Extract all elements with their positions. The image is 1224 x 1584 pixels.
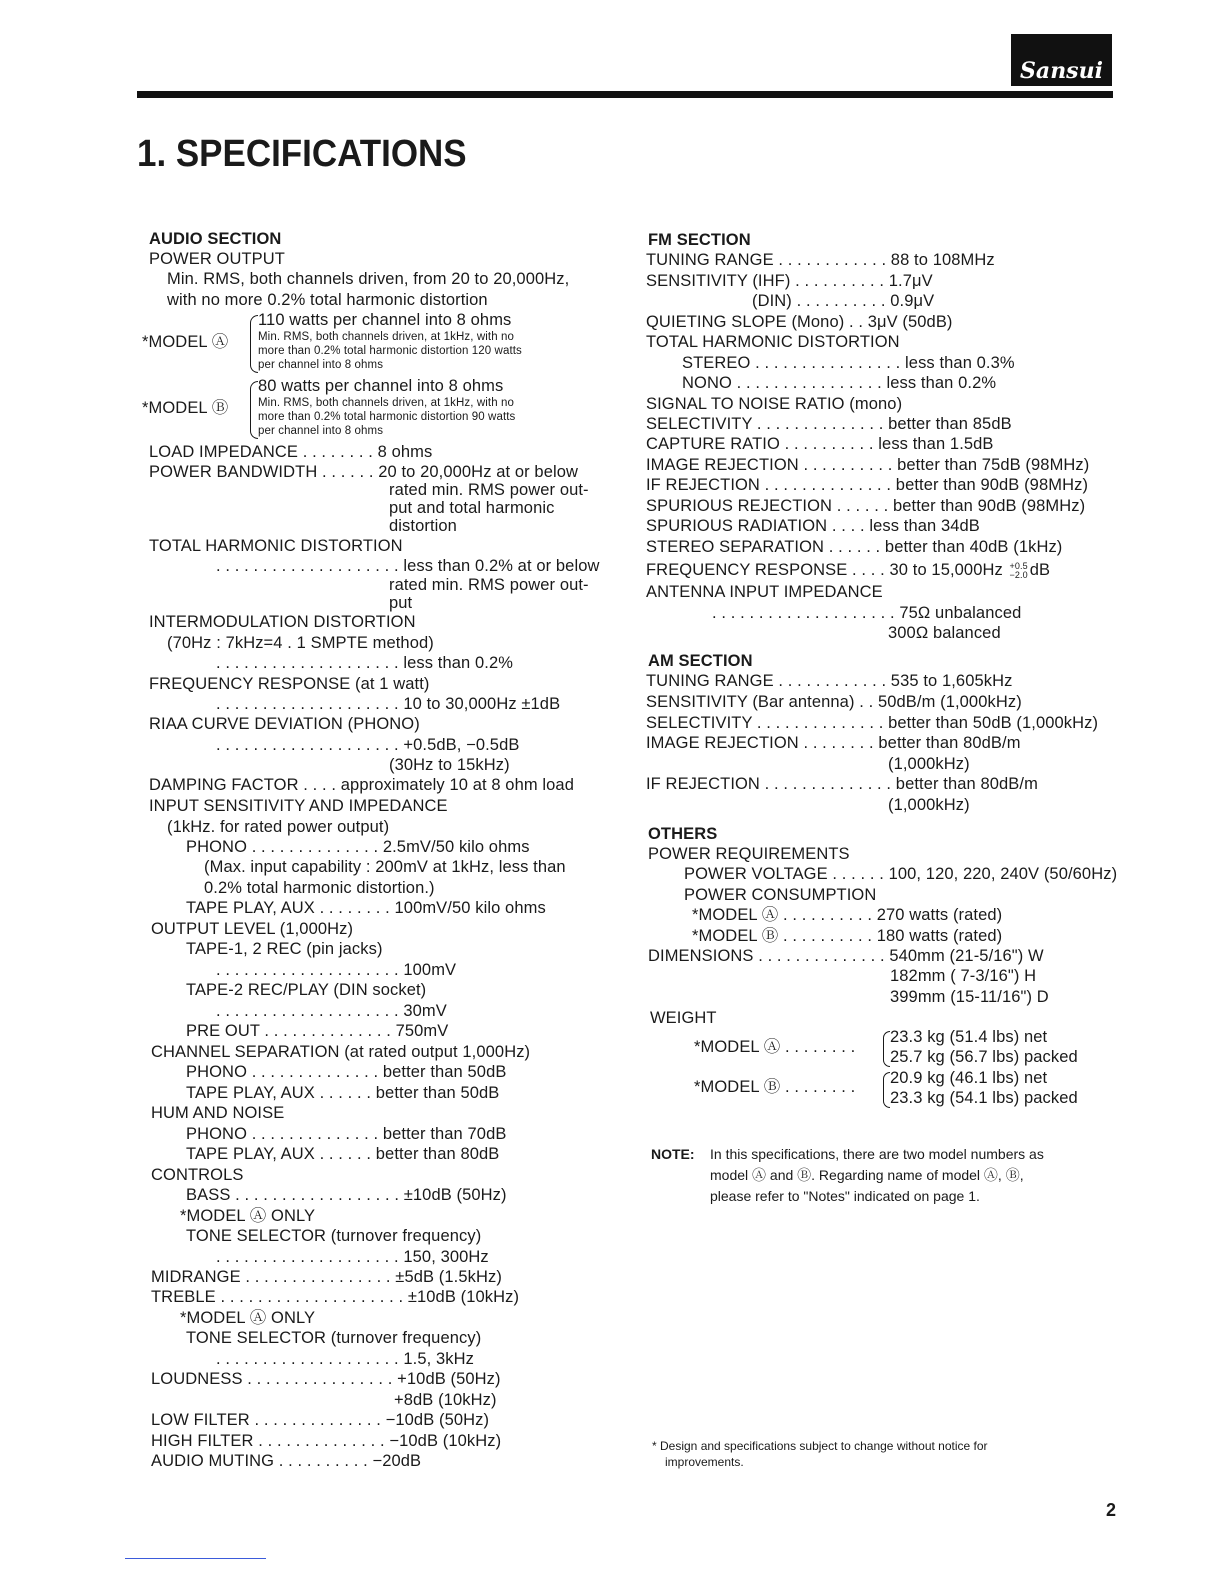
spec-label: HUM AND NOISE xyxy=(151,1104,285,1122)
spec-label: CHANNEL SEPARATION (at rated output 1,000Hz) xyxy=(151,1043,531,1061)
spec-label: TOTAL HARMONIC DISTORTION xyxy=(149,537,403,555)
spec-row: (DIN) . . . . . . . . . . 0.9μV xyxy=(752,292,935,310)
note-line: please refer to "Notes" indicated on page 1. xyxy=(710,1188,980,1204)
spec-desc: (70Hz : 7kHz=4 . 1 SMPTE method) xyxy=(167,634,434,652)
spec-row: LOW FILTER . . . . . . . . . . . . . . −10dB (50Hz) xyxy=(151,1411,490,1429)
spec-value: . . . . . . . . . . . . . . . . . . . . 10 to 30,000Hz ±1dB xyxy=(216,695,561,713)
spec-row: TUNING RANGE . . . . . . . . . . . . 88 to 108MHz xyxy=(646,251,995,269)
spec-desc: *MODEL Ⓐ ONLY xyxy=(180,1207,316,1225)
spec-row: NONO . . . . . . . . . . . . . . . . less than 0.2% xyxy=(682,374,997,392)
model-b-label: *MODEL Ⓑ xyxy=(142,399,229,417)
spec-row: PHONO . . . . . . . . . . . . . . better than 50dB xyxy=(186,1063,507,1081)
spec-note: more than 0.2% total harmonic distortion 120 watts xyxy=(258,345,522,357)
spec-desc: (1kHz. for rated power output) xyxy=(167,818,390,836)
spec-value: 25.7 kg (56.7 lbs) packed xyxy=(890,1048,1078,1066)
spec-row: SELECTIVITY . . . . . . . . . . . . . . better than 85dB xyxy=(646,415,1012,433)
spec-desc: TONE SELECTOR (turnover frequency) xyxy=(186,1227,482,1245)
brace xyxy=(883,1031,890,1067)
spec-label: POWER CONSUMPTION xyxy=(684,886,877,904)
spec-row: AUDIO MUTING . . . . . . . . . . −20dB xyxy=(151,1452,422,1470)
spec-label: OUTPUT LEVEL (1,000Hz) xyxy=(151,920,354,938)
brace xyxy=(883,1072,890,1108)
spec-value: rated min. RMS power out- xyxy=(389,576,589,594)
spec-value: distortion xyxy=(389,517,457,535)
spec-note: per channel into 8 ohms xyxy=(258,425,384,437)
spec-label: WEIGHT xyxy=(650,1009,717,1027)
spec-text: FREQUENCY RESPONSE . . . . 30 to 15,000Hz xyxy=(646,561,1003,579)
spec-row: POWER VOLTAGE . . . . . . 100, 120, 220, 240V (50/60Hz) xyxy=(684,865,1118,883)
note-line: In this specifications, there are two model numbers as xyxy=(710,1146,1044,1162)
spec-value: . . . . . . . . . . . . . . . . . . . . +0.5dB, −0.5dB xyxy=(216,736,520,754)
spec-note: Min. RMS, both channels driven, at 1kHz, with no xyxy=(258,397,514,409)
page-number: 2 xyxy=(1106,1500,1117,1520)
spec-value: +8dB (10kHz) xyxy=(394,1391,497,1409)
spec-value: . . . . . . . . . . . . . . . . . . . . less than 0.2% at or below xyxy=(216,557,600,575)
tolerance-minus: −2.0 xyxy=(1009,569,1028,580)
brand-text: Sansui xyxy=(1020,58,1103,84)
spec-value: put xyxy=(389,594,413,612)
spec-row: STEREO . . . . . . . . . . . . . . . . less than 0.3% xyxy=(682,354,1015,372)
spec-row: PHONO . . . . . . . . . . . . . . better than 70dB xyxy=(186,1125,507,1143)
spec-row xyxy=(646,560,1050,580)
spec-note: per channel into 8 ohms xyxy=(258,359,384,371)
page-title: 1. SPECIFICATIONS xyxy=(137,133,467,175)
spec-value: . . . . . . . . . . . . . . . . . . . . 30mV xyxy=(216,1002,447,1020)
spec-note: more than 0.2% total harmonic distortion 90 watts xyxy=(258,411,516,423)
spec-row: BASS . . . . . . . . . . . . . . . . . . ±10dB (50Hz) xyxy=(186,1186,507,1204)
spec-value: 80 watts per channel into 8 ohms xyxy=(258,377,504,395)
am-heading: AM SECTION xyxy=(648,652,753,670)
spec-row: SELECTIVITY . . . . . . . . . . . . . . better than 50dB (1,000kHz) xyxy=(646,714,1099,732)
spec-row: HIGH FILTER . . . . . . . . . . . . . . −10dB (10kHz) xyxy=(151,1432,502,1450)
spec-row: TAPE PLAY, AUX . . . . . . . . 100mV/50 kilo ohms xyxy=(186,899,546,917)
spec-label: SIGNAL TO NOISE RATIO (mono) xyxy=(646,395,903,413)
spec-value: 182mm ( 7-3/16") H xyxy=(890,967,1037,985)
spec-value: (1,000kHz) xyxy=(888,755,970,773)
brace xyxy=(250,381,258,439)
spec-row: PRE OUT . . . . . . . . . . . . . . 750mV xyxy=(186,1022,449,1040)
spec-row: SENSITIVITY (Bar antenna) . . 50dB/m (1,000kHz) xyxy=(646,693,1022,711)
spec-row: SPURIOUS REJECTION . . . . . . better than 90dB (98MHz) xyxy=(646,497,1086,515)
spec-value: 300Ω balanced xyxy=(888,624,1001,642)
spec-row: IMAGE REJECTION . . . . . . . . . . better than 75dB (98MHz) xyxy=(646,456,1090,474)
spec-row: LOUDNESS . . . . . . . . . . . . . . . . +10dB (50Hz) xyxy=(151,1370,501,1388)
spec-value: 110 watts per channel into 8 ohms xyxy=(258,311,512,329)
spec-row: STEREO SEPARATION . . . . . . better than 40dB (1kHz) xyxy=(646,538,1063,556)
spec-desc: *MODEL Ⓐ ONLY xyxy=(180,1309,316,1327)
spec-row: QUIETING SLOPE (Mono) . . 3μV (50dB) xyxy=(646,313,953,331)
spec-desc: 0.2% total harmonic distortion.) xyxy=(204,879,435,897)
spec-desc: TONE SELECTOR (turnover frequency) xyxy=(186,1329,482,1347)
spec-value: . . . . . . . . . . . . . . . . . . . . 75Ω unbalanced xyxy=(712,604,1022,622)
spec-note: Min. RMS, both channels driven, at 1kHz, with no xyxy=(258,331,514,343)
spec-row: TUNING RANGE . . . . . . . . . . . . 535 to 1,605kHz xyxy=(646,672,1013,690)
spec-row: *MODEL Ⓐ . . . . . . . . . . 270 watts (rated) xyxy=(692,906,1003,924)
spec-row: IMAGE REJECTION . . . . . . . . better than 80dB/m xyxy=(646,734,1021,752)
spec-value: rated min. RMS power out- xyxy=(389,481,589,499)
spec-label: ANTENNA INPUT IMPEDANCE xyxy=(646,583,883,601)
spec-value: (1,000kHz) xyxy=(888,796,970,814)
spec-value: . . . . . . . . . . . . . . . . . . . . 100mV xyxy=(216,961,457,979)
spec-desc: Min. RMS, both channels driven, from 20 to 20,000Hz, xyxy=(167,270,570,288)
spec-row: TAPE PLAY, AUX . . . . . . better than 50dB xyxy=(186,1084,500,1102)
footnote-line: * Design and specifications subject to change without notice for xyxy=(652,1439,988,1453)
bottom-divider xyxy=(125,1558,266,1559)
spec-value: 23.3 kg (51.4 lbs) net xyxy=(890,1028,1048,1046)
spec-row: DIMENSIONS . . . . . . . . . . . . . . 540mm (21-5/16") W xyxy=(648,947,1044,965)
spec-value: 23.3 kg (54.1 lbs) packed xyxy=(890,1089,1078,1107)
spec-label: INPUT SENSITIVITY AND IMPEDANCE xyxy=(149,797,448,815)
spec-row: *MODEL Ⓑ . . . . . . . . . . 180 watts (rated) xyxy=(692,927,1003,945)
spec-value: . . . . . . . . . . . . . . . . . . . . 1.5, 3kHz xyxy=(216,1350,474,1368)
spec-label: RIAA CURVE DEVIATION (PHONO) xyxy=(149,715,420,733)
spec-value: . . . . . . . . . . . . . . . . . . . . less than 0.2% xyxy=(216,654,514,672)
note-label: NOTE: xyxy=(651,1146,695,1162)
brace xyxy=(250,315,258,373)
spec-value: (30Hz to 15kHz) xyxy=(389,756,510,774)
spec-row: SENSITIVITY (IHF) . . . . . . . . . . 1.7μV xyxy=(646,272,933,290)
spec-row: *MODEL Ⓐ . . . . . . . . xyxy=(694,1038,856,1056)
spec-value: put and total harmonic xyxy=(389,499,555,517)
spec-label: INTERMODULATION DISTORTION xyxy=(149,613,416,631)
spec-label: POWER REQUIREMENTS xyxy=(648,845,850,863)
spec-label: POWER OUTPUT xyxy=(149,250,285,268)
note-line: model Ⓐ and Ⓑ. Regarding name of model Ⓐ, Ⓑ, xyxy=(710,1167,1024,1183)
spec-label: FREQUENCY RESPONSE (at 1 watt) xyxy=(149,675,430,693)
header-rule xyxy=(137,91,1113,98)
spec-desc: TAPE-1, 2 REC (pin jacks) xyxy=(186,940,383,958)
spec-row: DAMPING FACTOR . . . . approximately 10 at 8 ohm load xyxy=(149,776,574,794)
spec-desc: TAPE-2 REC/PLAY (DIN socket) xyxy=(186,981,427,999)
spec-value: 20.9 kg (46.1 lbs) net xyxy=(890,1069,1048,1087)
spec-desc: with no more 0.2% total harmonic distortion xyxy=(167,291,488,309)
spec-row: SPURIOUS RADIATION . . . . less than 34dB xyxy=(646,517,980,535)
spec-row: MIDRANGE . . . . . . . . . . . . . . . . ±5dB (1.5kHz) xyxy=(151,1268,502,1286)
spec-row: IF REJECTION . . . . . . . . . . . . . . better than 80dB/m xyxy=(646,775,1038,793)
spec-label: TOTAL HARMONIC DISTORTION xyxy=(646,333,900,351)
spec-row: *MODEL Ⓑ . . . . . . . . xyxy=(694,1078,856,1096)
others-heading: OTHERS xyxy=(648,825,718,843)
spec-row: IF REJECTION . . . . . . . . . . . . . . better than 90dB (98MHz) xyxy=(646,476,1089,494)
spec-row: TREBLE . . . . . . . . . . . . . . . . . . . . ±10dB (10kHz) xyxy=(151,1288,520,1306)
spec-value: . . . . . . . . . . . . . . . . . . . . 150, 300Hz xyxy=(216,1248,489,1266)
spec-row: CAPTURE RATIO . . . . . . . . . . less than 1.5dB xyxy=(646,435,994,453)
model-a-label: *MODEL Ⓐ xyxy=(142,333,229,351)
spec-row: PHONO . . . . . . . . . . . . . . 2.5mV/50 kilo ohms xyxy=(186,838,530,856)
spec-value: 399mm (15-11/16") D xyxy=(890,988,1049,1006)
spec-row: LOAD IMPEDANCE . . . . . . . . 8 ohms xyxy=(149,443,433,461)
tolerance xyxy=(1010,562,1028,580)
spec-label: CONTROLS xyxy=(151,1166,244,1184)
spec-desc: (Max. input capability : 200mV at 1kHz, less than xyxy=(204,858,566,876)
spec-row: TAPE PLAY, AUX . . . . . . better than 80dB xyxy=(186,1145,500,1163)
fm-heading: FM SECTION xyxy=(648,231,751,249)
tolerance-plus: +0.5 xyxy=(1009,560,1028,571)
footnote-line: improvements. xyxy=(665,1455,744,1469)
sansui-logo xyxy=(1011,34,1112,86)
spec-row: POWER BANDWIDTH . . . . . . 20 to 20,000Hz at or below xyxy=(149,463,579,481)
spec-unit: dB xyxy=(1029,561,1051,579)
audio-heading: AUDIO SECTION xyxy=(149,230,282,248)
